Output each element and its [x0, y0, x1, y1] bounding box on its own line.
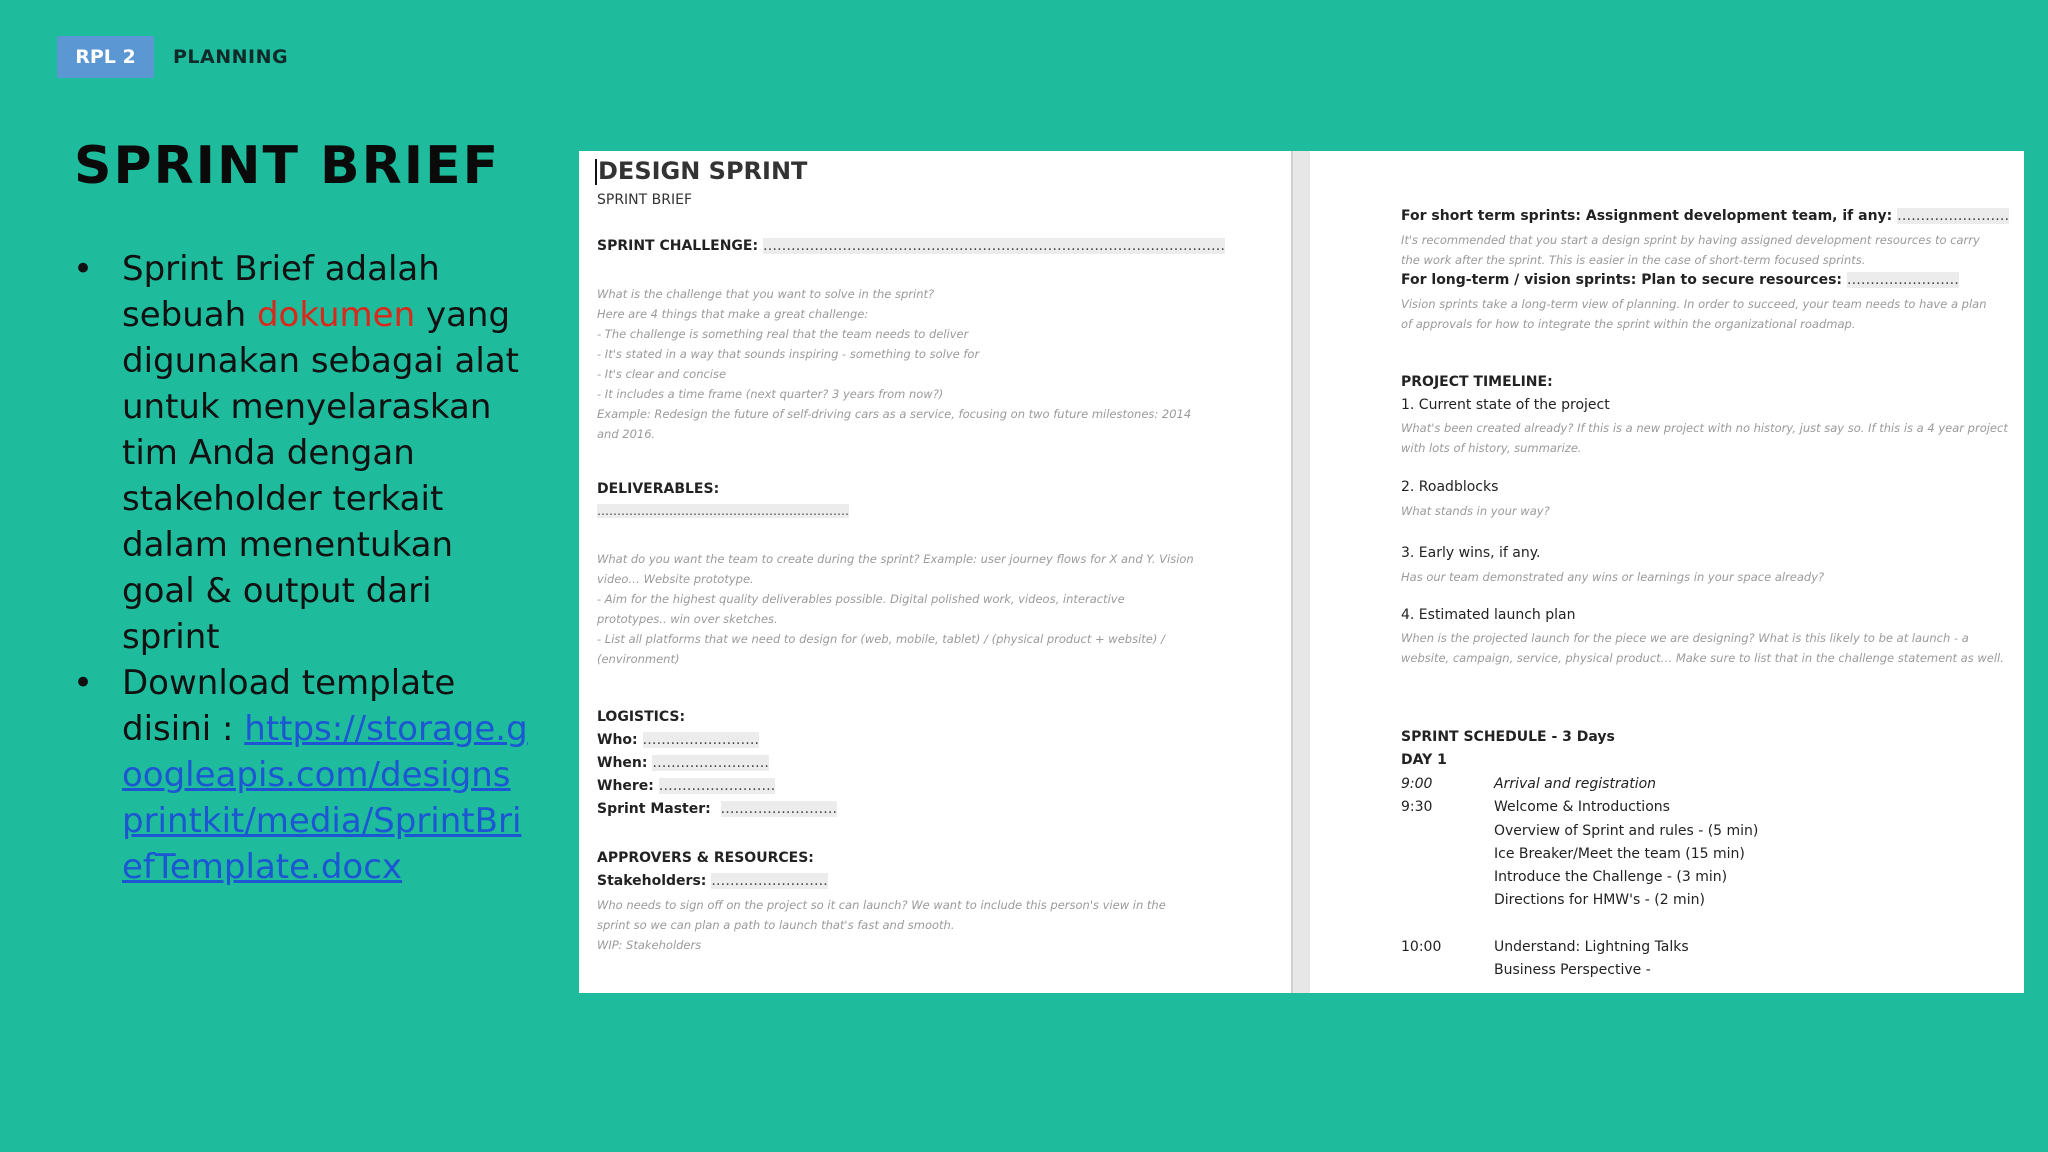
short-term-field: For short term sprints: Assignment development team, if any: …………………… — [1401, 208, 2010, 224]
slide-title: SPRINT BRIEF — [74, 136, 501, 196]
bullet-marker: • — [73, 663, 94, 703]
doc-title: DESIGN SPRINT — [595, 157, 807, 185]
where-field: Where: ……………………. — [597, 778, 776, 794]
course-badge: RPL 2 — [57, 36, 154, 78]
timeline-label: PROJECT TIMELINE: — [1401, 374, 1553, 390]
timeline-item-2: 2. Roadblocks — [1401, 479, 1499, 495]
timeline-item-2-help: What stands in your way? — [1401, 504, 1550, 518]
deliverables-label: DELIVERABLES: — [597, 481, 720, 497]
bullet-item-download: • Download template disini : https://storage.googleapis.com/designsprintkit/media/SprintBriefTemplate.docx — [68, 660, 528, 890]
approvers-help: Who needs to sign off on the project so it can launch? We want to include this person's view in the sprint so we can plan a path to launch that's fast and smooth. WIP: Stakeholders — [597, 898, 1166, 952]
timeline-item-1-help: What's been created already? If this is a new project with no history, just say so. If this is a 4 year project with lots of history, summarize. — [1401, 421, 2008, 455]
who-field: Who: ……………………. — [597, 732, 759, 748]
highlight-word: dokumen — [256, 295, 416, 335]
schedule-activity: Arrival and registration — [1494, 776, 1657, 792]
day-label: DAY 1 — [1401, 752, 1447, 768]
schedule-time: 10:00 — [1401, 939, 1442, 955]
schedule-time: 9:30 — [1401, 799, 1433, 815]
timeline-item-3: 3. Early wins, if any. — [1401, 545, 1541, 561]
schedule-activity: Welcome & Introductions — [1494, 799, 1670, 815]
deliverables-dots: ……………………………………………………… — [597, 504, 849, 518]
sprint-master-field: Sprint Master: ……………………. — [597, 801, 837, 817]
doc-subtitle: SPRINT BRIEF — [597, 192, 693, 208]
template-preview-page-2 — [1310, 151, 2024, 993]
section-label: PLANNING — [173, 46, 289, 68]
challenge-field: SPRINT CHALLENGE: ……………………………………………………………………………………… — [597, 238, 1225, 254]
schedule-time: 9:00 — [1401, 776, 1433, 792]
approvers-label: APPROVERS & RESOURCES: — [597, 850, 814, 866]
text-cursor — [595, 159, 597, 185]
schedule-activity: Understand: Lightning Talks — [1494, 939, 1689, 955]
schedule-label: SPRINT SCHEDULE - 3 Days — [1401, 729, 1615, 745]
timeline-item-4: 4. Estimated launch plan — [1401, 607, 1576, 623]
schedule-activity: Overview of Sprint and rules - (5 min) — [1494, 823, 1759, 839]
stakeholders-field: Stakeholders: ……………………. — [597, 873, 828, 889]
logistics-label: LOGISTICS: — [597, 709, 686, 725]
when-field: When: ……………………. — [597, 755, 769, 771]
template-download-link[interactable]: https://storage.googleapis.com/designsprintkit/media/SprintBriefTemplate.docx — [122, 709, 528, 887]
template-preview-page-1 — [579, 151, 1291, 993]
timeline-item-3-help: Has our team demonstrated any wins or learnings in your space already? — [1401, 570, 1825, 584]
long-term-help: Vision sprints take a long-term view of planning. In order to succeed, your team needs to have a plan of approvals for how to integrate the sprint within the organizational roadmap. — [1401, 297, 1987, 331]
long-term-field: For long-term / vision sprints: Plan to secure resources: …………………… — [1401, 272, 1959, 288]
schedule-activity: Ice Breaker/Meet the team (15 min) — [1494, 846, 1745, 862]
schedule-activity: Business Perspective - — [1494, 962, 1651, 978]
schedule-activity: Directions for HMW's - (2 min) — [1494, 892, 1705, 908]
schedule-activity: Introduce the Challenge - (3 min) — [1494, 869, 1728, 885]
separator-line — [1291, 151, 1293, 993]
bullet-item-definition: • Sprint Brief adalah sebuah dokumen yang digunakan sebagai alat untuk menyelaraskan tim Anda dengan stakeholder terkait dalam menentukan goal & output dari sprint — [68, 246, 528, 660]
page-separator — [1291, 151, 1310, 993]
short-term-help: It's recommended that you start a design sprint by having assigned development resources to carry the work after the sprint. This is easier in the case of short-term focused sprints. — [1401, 233, 1980, 267]
bullet-list — [68, 246, 528, 890]
timeline-item-4-help: When is the projected launch for the piece we are designing? What is this likely to be at launch - a website, campaign, service, physical product… Make sure to list that in the challenge statement as well. — [1401, 631, 2004, 665]
timeline-item-1: 1. Current state of the project — [1401, 397, 1610, 413]
bullet-marker: • — [73, 249, 94, 289]
deliverables-help: What do you want the team to create during the sprint? Example: user journey flows for X and Y. Vision video… Website prototype. - Aim for the highest quality deliverables possible. Digital polished work, videos, interactive prototypes.. win over sketches. - List all platforms that we need to design for (web, mobile, tablet) / (physical product + website) / (environment) — [597, 552, 1194, 666]
challenge-help: What is the challenge that you want to solve in the sprint? Here are 4 things that make a great challenge: - The challenge is something real that the team needs to deliver - It's stated in a way that sounds inspiring - something to solve for - It's clear and concise - It includes a time frame (next quarter? 3 years from now?) Example: Redesign the future of self-driving cars as a service, focusing on two future milestones: 2014 and 2016. — [597, 287, 1192, 441]
